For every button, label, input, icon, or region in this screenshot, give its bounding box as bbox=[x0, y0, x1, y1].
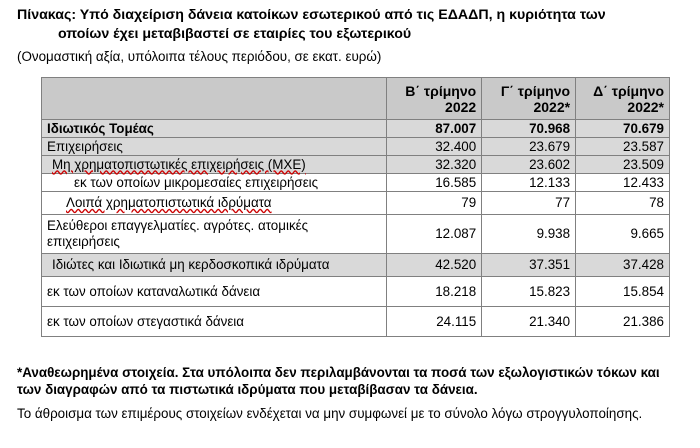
header-q4: Δ΄ τρίμηνο 2022* bbox=[576, 78, 670, 120]
title-line-1: Πίνακας: Υπό διαχείριση δάνεια κατοίκων εσωτερικού από τις ΕΔΑΔΠ, η κυριότητα των bbox=[17, 7, 606, 23]
cell-value: 9.938 bbox=[482, 215, 576, 254]
title-line-2: οποίων έχει μεταβιβαστεί σε εταιρίες του εξωτερικού bbox=[58, 26, 412, 42]
cell-value: 15.823 bbox=[482, 277, 576, 307]
cell-value: 12.087 bbox=[387, 215, 482, 254]
cell-value: 70.968 bbox=[482, 120, 576, 138]
header-row bbox=[42, 78, 670, 120]
header-q2: Β΄ τρίμηνο 2022 bbox=[387, 78, 482, 120]
cell-value: 12.433 bbox=[576, 174, 670, 192]
cell-value: 23.602 bbox=[482, 156, 576, 174]
cell-value: 18.218 bbox=[387, 277, 482, 307]
row-label: εκ των οποίων μικρομεσαίες επιχειρήσεις bbox=[42, 174, 387, 192]
cell-value: 21.386 bbox=[576, 307, 670, 337]
cell-value: 70.679 bbox=[576, 120, 670, 138]
table-row bbox=[42, 192, 670, 215]
row-label: Επιχειρήσεις bbox=[42, 138, 387, 156]
row-label: Ελεύθεροι επαγγελματίες. αγρότες. ατομικές επιχειρήσεις bbox=[42, 215, 387, 254]
header-q3: Γ΄ τρίμηνο 2022* bbox=[482, 78, 576, 120]
table-row bbox=[42, 215, 670, 254]
cell-value: 23.587 bbox=[576, 138, 670, 156]
cell-value: 12.133 bbox=[482, 174, 576, 192]
cell-value: 32.320 bbox=[387, 156, 482, 174]
cell-value: 9.665 bbox=[576, 215, 670, 254]
footnote: *Αναθεωρημένα στοιχεία. Στα υπόλοιπα δεν περιλαμβάνονται τα ποσά των εξωλογιστικών τόκων και των διαγραφών από τα πιστωτικά ιδρύματα που μεταβίβασαν τα δάνεια. bbox=[17, 365, 660, 397]
rounding-note: Το άθροισμα των επιμέρους στοιχείων ενδέχεται να μην συμφωνεί με το σύνολο λόγω στρογγυλοποίησης. bbox=[17, 406, 643, 421]
cell-value: 24.115 bbox=[387, 307, 482, 337]
header-corner bbox=[42, 78, 387, 120]
table-row bbox=[42, 277, 670, 307]
row-label: εκ των οποίων στεγαστικά δάνεια bbox=[42, 307, 387, 337]
row-label: Μη χρηματοπιστωτικές επιχειρήσεις (ΜΧΕ) bbox=[42, 156, 387, 174]
row-label: Ιδιωτικός Τομέας bbox=[42, 120, 387, 138]
table-row bbox=[42, 120, 670, 138]
cell-value: 15.854 bbox=[576, 277, 670, 307]
cell-value: 21.340 bbox=[482, 307, 576, 337]
cell-value: 78 bbox=[576, 192, 670, 215]
cell-value: 77 bbox=[482, 192, 576, 215]
table-subtitle: (Ονομαστική αξία, υπόλοιπα τέλους περιόδου, σε εκατ. ευρώ) bbox=[17, 49, 382, 64]
cell-value: 37.351 bbox=[482, 254, 576, 277]
cell-value: 87.007 bbox=[387, 120, 482, 138]
table-row bbox=[42, 307, 670, 337]
cell-value: 42.520 bbox=[387, 254, 482, 277]
cell-value: 23.679 bbox=[482, 138, 576, 156]
cell-value: 32.400 bbox=[387, 138, 482, 156]
cell-value: 37.428 bbox=[576, 254, 670, 277]
row-label: Λοιπά χρηματοπιστωτικά ιδρύματα bbox=[42, 192, 387, 215]
table-title bbox=[17, 6, 687, 44]
table-row bbox=[42, 156, 670, 174]
loans-table bbox=[41, 77, 670, 337]
row-label: Ιδιώτες και Ιδιωτικά μη κερδοσκοπικά ιδρύματα bbox=[42, 254, 387, 277]
table-row bbox=[42, 174, 670, 192]
table-row bbox=[42, 254, 670, 277]
cell-value: 79 bbox=[387, 192, 482, 215]
table-row bbox=[42, 138, 670, 156]
cell-value: 23.509 bbox=[576, 156, 670, 174]
cell-value: 16.585 bbox=[387, 174, 482, 192]
row-label: εκ των οποίων καταναλωτικά δάνεια bbox=[42, 277, 387, 307]
